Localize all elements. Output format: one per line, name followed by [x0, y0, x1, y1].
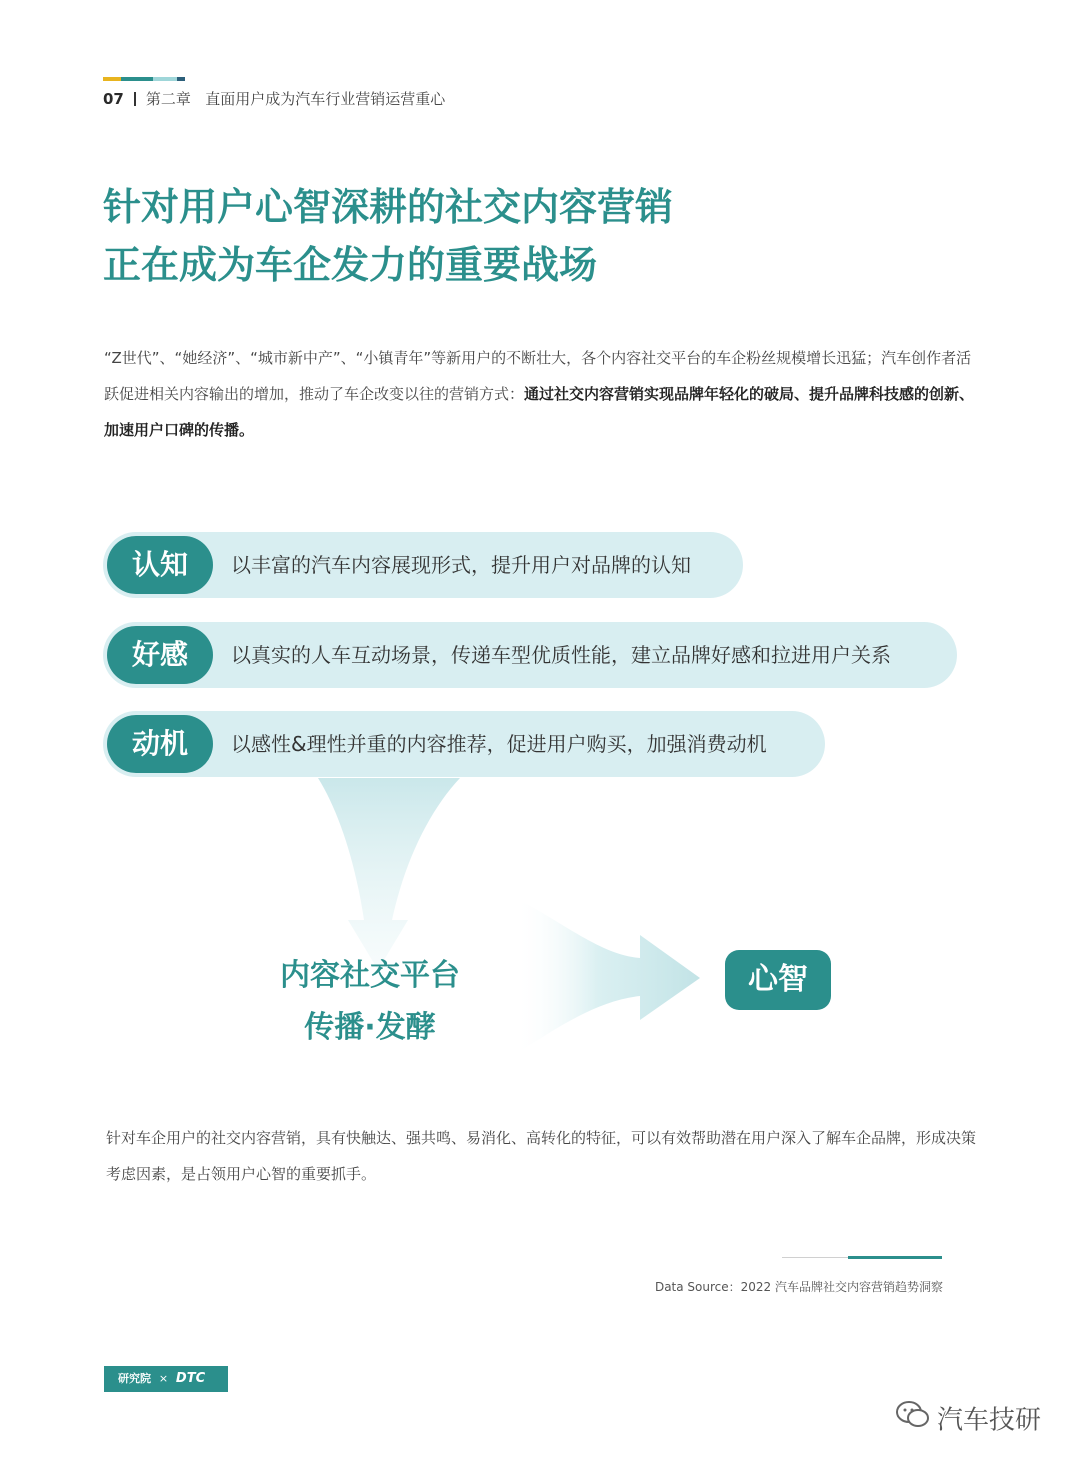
mind-badge: 心智 — [725, 950, 831, 1010]
chapter-label: 第二章 — [145, 90, 191, 108]
data-source: Data Source：2022 汽车品牌社交内容营销趋势洞察 — [654, 1280, 943, 1294]
platform-label — [270, 950, 470, 1054]
pillar-favorability — [103, 622, 957, 688]
page-number: 07 — [103, 90, 124, 108]
brand-logo — [104, 1366, 228, 1392]
header-divider — [134, 92, 136, 106]
title-line-2: 正在成为车企发力的重要战场 — [103, 243, 598, 287]
pillar-text: 以丰富的汽车内容展现形式，提升用户对品牌的认知 — [231, 553, 691, 577]
logo-right: DTC — [175, 1371, 206, 1386]
platform-line-2: 传播·发酵 — [304, 1010, 436, 1045]
chapter-title: 直面用户成为汽车行业营销运营重心 — [205, 90, 446, 108]
pillar-tag: 认知 — [107, 536, 213, 594]
pillar-tag: 好感 — [107, 626, 213, 684]
pillar-awareness — [103, 532, 743, 598]
logo-left: 研究院 — [118, 1372, 151, 1385]
wechat-watermark — [895, 1400, 1041, 1440]
platform-line-1: 内容社交平台 — [280, 958, 460, 993]
right-arrow — [515, 898, 700, 1055]
pillar-tag: 动机 — [107, 715, 213, 773]
down-arrow — [318, 778, 460, 970]
flow-arrows — [0, 770, 1080, 1070]
pillar-text: 以感性&理性并重的内容推荐，促进用户购买，加强消费动机 — [231, 732, 767, 756]
pillar-motivation — [103, 711, 825, 777]
intro-text: “Z世代”、“她经济”、“城市新中产”、“小镇青年”等新用户的不断壮大，各个内容社交平台的车企粉丝规模增长迅猛；汽车创作者活跃促进相关内容输出的增加，推动了车企改变以往的营销方式： — [104, 349, 972, 403]
header-accent-bars — [103, 77, 185, 81]
intro-highlight: 通过社交内容营销实现品牌年轻化的破局、提升品牌科技感的创新、加速用户口碑的传播。 — [104, 385, 975, 439]
page-title — [103, 178, 673, 294]
source-divider — [782, 1256, 942, 1259]
watermark-text: 汽车技研 — [937, 1405, 1042, 1436]
intro-paragraph — [104, 340, 984, 448]
wechat-icon — [895, 1400, 931, 1442]
pillar-text: 以真实的人车互动场景，传递车型优质性能，建立品牌好感和拉进用户关系 — [231, 643, 891, 667]
summary-paragraph: 针对车企用户的社交内容营销，具有快触达、强共鸣、易消化、高转化的特征，可以有效帮助潜在用户深入了解车企品牌，形成决策考虑因素，是占领用户心智的重要抓手。 — [106, 1129, 977, 1183]
title-line-1: 针对用户心智深耕的社交内容营销 — [103, 185, 674, 229]
chapter-header — [103, 88, 445, 109]
logo-x: × — [158, 1372, 169, 1385]
